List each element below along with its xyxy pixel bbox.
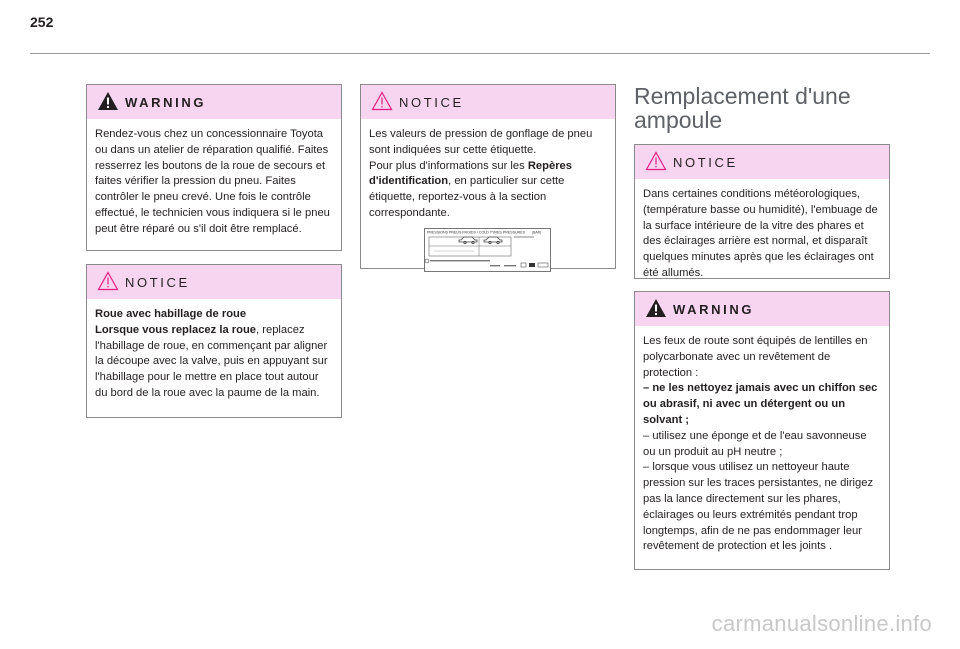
section-title: Remplacement d'une ampoule — [634, 83, 851, 133]
tyre-pressure-label-image — [424, 228, 551, 272]
warning-triangle-icon — [645, 298, 667, 318]
warning-item-2: – utilisez une éponge et de l'eau savonneuse ou un produit au pH neutre ; — [643, 429, 867, 458]
notice-text: Dans certaines conditions météorologiques, (température basse ou humidité), l'embuage de la surface intérieure de la vitre des phares et des éclairages arrière est normal, et disparaît quelques minutes après que les éclairages ont été allumés. — [643, 188, 878, 279]
notice-triangle-icon — [371, 91, 393, 111]
warning-box-wheel — [86, 84, 342, 251]
warning-intro: Les feux de route sont équipés de lentilles en polycarbonate avec un revêtement de protection : — [643, 335, 868, 379]
notice-heading: NOTICE — [125, 275, 190, 290]
notice-text-2-pre: Pour plus d'informations sur les — [369, 159, 528, 172]
warning-item-3: – lorsque vous utilisez un nettoyeur haute pression sur les traces persistantes, ne dirigez pas la lance directement sur les phares, éclairages ou leurs extrémités pendant trop longtemps, afin de ne pas endommager leur revêtement de protection et les joints . — [643, 461, 874, 553]
header-rule — [30, 53, 930, 54]
notice-box-tyre-pressure — [360, 84, 616, 269]
notice-lead-bold: Lorsque vous replacez la roue — [95, 323, 257, 336]
notice-triangle-icon — [97, 271, 119, 291]
label-code-text: XXXXXXXXXX — [514, 234, 535, 239]
notice-header — [87, 265, 341, 299]
label-header-text: PRESSIONS PNEUS FROIDS / COLD TYRES PRESSURES — [427, 230, 525, 235]
warning-box-headlamp-lenses — [634, 291, 890, 570]
notice-header — [361, 85, 615, 119]
notice-box-condensation — [634, 144, 890, 279]
notice-heading: NOTICE — [673, 155, 738, 170]
footer-watermark: carmanualsonline.info — [711, 611, 932, 636]
notice-heading: NOTICE — [399, 95, 464, 110]
notice-box-wheel-trim — [86, 264, 342, 418]
notice-triangle-icon — [645, 151, 667, 171]
warning-header — [87, 85, 341, 119]
notice-text-2-post: , en particulier sur cette étiquette, reportez-vous à la section correspondante. — [369, 175, 565, 219]
warning-heading: WARNING — [673, 302, 755, 317]
warning-heading: WARNING — [125, 95, 207, 110]
page-number: 252 — [30, 14, 54, 30]
label-unit-text: (BAR) — [532, 230, 542, 235]
warning-header — [635, 292, 889, 326]
notice-text-1: Les valeurs de pression de gonflage de pneu sont indiquées sur cette étiquette. — [369, 128, 593, 156]
notice-title: Roue avec habillage de roue — [95, 308, 247, 320]
notice-header — [635, 145, 889, 179]
warning-item-1: – ne les nettoyez jamais avec un chiffon sec ou abrasif, ni avec un détergent ou un solvant ; — [643, 382, 878, 426]
notice-text: , replacez l'habillage de roue, en commençant par aligner la découpe avec la valve, puis en appuyant sur l'habillage pour le mettre en place tout autour du bord de la roue avec la paume de la main. — [95, 323, 328, 399]
warning-text: Rendez-vous chez un concessionnaire Toyota ou dans un atelier de réparation qualifié. Faites resserrez les boutons de la roue de secours et faites vérifier la pression du pneu. Faites contrôler le pneu crevé. Une fois le contrôle effectué, le technicien vous indiquera si le pneu peut être réparé ou s'il doit être remplacé. — [95, 128, 330, 235]
warning-triangle-icon — [97, 91, 119, 111]
notice-text-2-bold: Repères d'identification — [369, 159, 572, 188]
